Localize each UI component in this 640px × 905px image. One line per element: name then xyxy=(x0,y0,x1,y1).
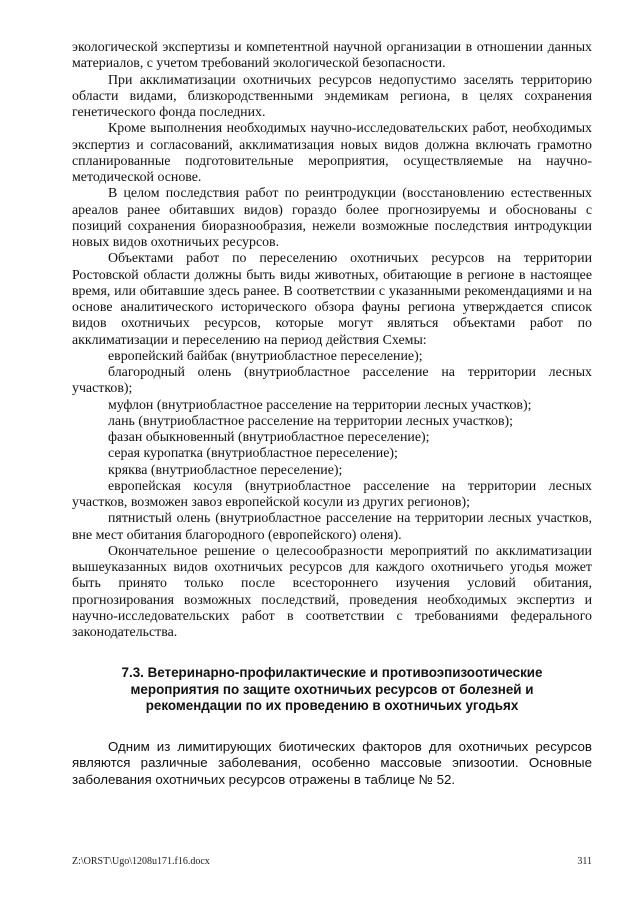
paragraph-relocation-objects: Объектами работ по переселению охотничьих ресурсов на территории Ростовской области должны быть виды животных, обитающие в регионе в настоящее время, или обитавшие здесь ранее. В соответствии с указанными рекомендациями и на основе аналитического исторического обзора фауны региона утверждается список видов охотничьих ресурсов, которые могут являться объектами работ по акклиматизации и переселению на период действия Схемы: xyxy=(72,251,592,348)
paragraph-preparatory-measures: Кроме выполнения необходимых научно-исследовательских работ, необходимых экспертиз и согласований, акклиматизация новых видов должна включать грамотно спланированные подготовительные мероприятия, осуществляемые на научно-методической основе. xyxy=(72,121,592,185)
section-heading-line: рекомендации по их проведению в охотничьих угодьях xyxy=(145,698,519,714)
species-list xyxy=(72,349,592,544)
document-body xyxy=(72,40,592,788)
species-list-item: европейская косуля (внутриобластное расселение на территории лесных участков, возможен завоз европейской косули из других регионов); xyxy=(72,478,592,510)
species-list-item: серая куропатка (внутриобластное переселение); xyxy=(108,446,398,462)
species-list-item: благородный олень (внутриобластное расселение на территории лесных участков); xyxy=(72,365,592,397)
page-footer xyxy=(72,856,592,868)
paragraph-diseases: Одним из лимитирующих биотических факторов для охотничьих ресурсов являются различные заболевания, особенно массовые эпизоотии. Основные заболевания охотничьих ресурсов отражены в таблице № 52. xyxy=(72,738,592,787)
footer-file-path: Z:\ORST\Ugo\1208u171.f16.docx xyxy=(72,856,210,867)
section-heading-line: мероприятия по защите охотничьих ресурсов от болезней и xyxy=(130,681,534,697)
species-list-item: муфлон (внутриобластное расселение на территории лесных участков); xyxy=(108,397,532,413)
section-heading xyxy=(72,665,592,715)
paragraph-acclimatization-restriction: При акклиматизации охотничьих ресурсов недопустимо заселять территорию области видами, близкородственными эндемикам региона, в целях сохранения генетического фонда последних. xyxy=(72,72,592,120)
species-list-item: фазан обыкновенный (внутриобластное переселение); xyxy=(108,430,430,445)
paragraph-continuation: экологической экспертизы и компетентной научной организации в отношении данных материалов, с учетом требований экологической безопасности. xyxy=(72,40,592,72)
species-list-item: европейский байбак (внутриобластное переселение); xyxy=(108,348,423,364)
species-list-item: кряква (внутриобластное переселение); xyxy=(108,462,343,478)
page-number: 311 xyxy=(577,856,592,867)
species-list-item: лань (внутриобластное расселение на территории лесных участков); xyxy=(108,413,513,429)
section-heading-line: 7.3. Ветеринарно-профилактические и противоэпизоотические xyxy=(121,665,543,681)
paragraph-final-decision: Окончательное решение о целесообразности мероприятий по акклиматизации вышеуказанных видов охотничьих ресурсов для каждого охотничьего угодья может быть принято только после всестороннего изучения условий обитания, прогнозирования возможных последствий, проведения необходимых экспертиз и научно-исследовательских работ в соответствии с требованиями федерального законодательства. xyxy=(72,543,592,640)
species-list-item: пятнистый олень (внутриобластное расселение на территории лесных участков, вне мест обитания благородного (европейского) оленя). xyxy=(72,511,592,543)
paragraph-reintroduction: В целом последствия работ по реинтродукции (восстановлению естественных ареалов ранее обитавших видов) гораздо более прогнозируемы и обоснованы с позиций сохранения биоразнообразия, нежели возможные последствия интродукции новых видов охотничьих ресурсов. xyxy=(72,186,592,250)
